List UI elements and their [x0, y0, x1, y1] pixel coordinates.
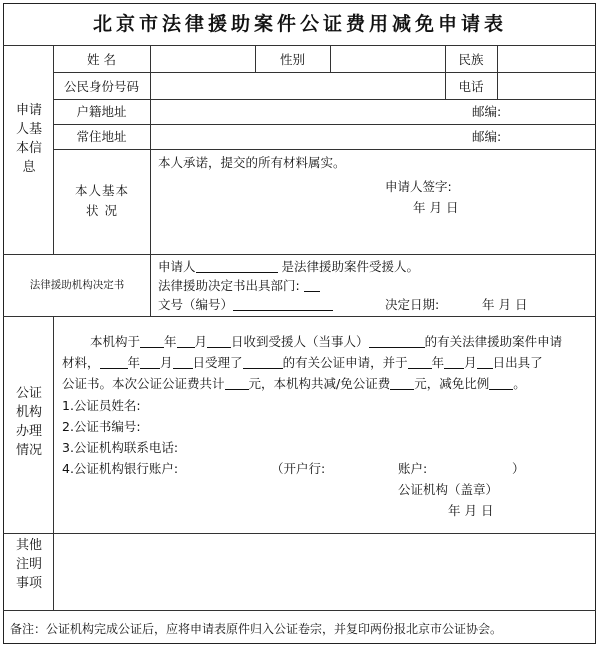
applicant-prefix: 申请人 — [158, 259, 196, 274]
decision-line-3 — [158, 297, 333, 313]
notary-date: 年 月 日 — [448, 503, 494, 518]
gender-field[interactable] — [331, 46, 444, 72]
issued-month-blank[interactable] — [444, 355, 464, 369]
signature-date: 年 月 日 — [413, 200, 459, 215]
ethnicity-label: 民族 — [458, 52, 484, 67]
notary-name-label: 1.公证员姓名: — [62, 398, 141, 413]
total-fee-blank[interactable] — [225, 376, 249, 390]
rule — [53, 45, 54, 254]
decision-date: 年 月 日 — [482, 297, 528, 312]
decision-section-label: 法律援助机构决定书 — [29, 279, 125, 291]
name-field[interactable] — [151, 46, 254, 72]
applicant-signature-label: 申请人签字: — [385, 179, 452, 194]
year-unit: 年 — [431, 355, 445, 370]
id-number-field[interactable] — [151, 73, 444, 99]
residence-address-field[interactable] — [151, 125, 461, 149]
month-unit: 月 — [160, 355, 173, 370]
issued-year-blank[interactable] — [408, 355, 432, 369]
other-notes-field[interactable] — [54, 534, 595, 610]
accepted-party-blank[interactable] — [243, 355, 283, 369]
household-address-label: 户籍地址 — [76, 104, 127, 119]
decision-line-1 — [158, 259, 419, 275]
reduced-fee-blank[interactable] — [390, 376, 414, 390]
para-text: 日收到受援人（当事人） — [231, 334, 369, 349]
applicant-section-label: 申请人基本信息 — [15, 103, 42, 175]
decision-line-2 — [158, 278, 320, 294]
residence-postcode-label: 邮编: — [472, 129, 502, 144]
accepted-year-blank[interactable] — [100, 355, 128, 369]
reduction-ratio-blank[interactable] — [489, 376, 513, 390]
notary-para-line-1 — [90, 334, 562, 350]
other-notes-label: 其他注明事项 — [15, 538, 42, 591]
footer-note: 备注：公证机构完成公证后，应将申请表原件归入公证卷宗，并复印两份报北京市公证协会。 — [10, 622, 503, 636]
year-unit: 年 — [164, 334, 177, 349]
para-text: 日出具了 — [492, 355, 543, 370]
received-year-blank[interactable] — [140, 334, 164, 348]
para-text: 元，减免比例 — [414, 376, 490, 391]
phone-label: 电话 — [458, 79, 484, 94]
ethnicity-field[interactable] — [498, 46, 595, 72]
month-unit: 月 — [464, 355, 477, 370]
rule — [3, 316, 596, 317]
para-text: 的有关公证申请，并于 — [282, 355, 408, 370]
bank-account-label: 4.公证机构银行账户: — [62, 461, 179, 476]
para-text: 材料， — [62, 355, 100, 370]
rule — [3, 254, 596, 255]
accepted-day-blank[interactable] — [173, 355, 193, 369]
issuing-dept-blank[interactable] — [304, 278, 320, 292]
year-unit: 年 — [127, 355, 141, 370]
accepted-month-blank[interactable] — [140, 355, 160, 369]
household-postcode-label: 邮编: — [472, 104, 502, 119]
close-paren: ） — [512, 461, 525, 476]
household-address-field[interactable] — [151, 100, 461, 124]
beneficiary-text: 是法律援助案件受援人。 — [281, 259, 420, 274]
residence-address-label: 常住地址 — [76, 129, 127, 144]
notary-para-line-3 — [62, 376, 526, 392]
gender-label: 性别 — [279, 52, 305, 67]
promise-text: 本人承诺，提交的所有材料属实。 — [158, 155, 346, 170]
received-month-blank[interactable] — [177, 334, 195, 348]
notary-phone-label: 3.公证机构联系电话: — [62, 440, 179, 455]
doc-number-label: 文号（编号） — [158, 297, 234, 312]
doc-number-blank[interactable] — [233, 297, 333, 311]
para-text: 本机构于 — [90, 334, 141, 349]
name-label: 姓 名 — [87, 52, 116, 67]
bank-branch-label: （开户行: — [271, 461, 326, 476]
phone-field[interactable] — [498, 73, 595, 99]
para-text: 元，本机构共减/免公证费 — [248, 376, 391, 391]
rule — [53, 149, 596, 150]
account-label: 账户: — [398, 461, 428, 476]
para-text: 。 — [513, 376, 526, 391]
notary-para-line-2 — [62, 355, 543, 371]
month-unit: 月 — [194, 334, 208, 349]
notary-section-label: 公证机构办理情况 — [15, 386, 42, 458]
beneficiary-name-blank[interactable] — [196, 259, 278, 273]
rule — [3, 610, 596, 611]
issuing-dept-label: 法律援助决定书出具部门: — [158, 278, 300, 293]
issued-day-blank[interactable] — [477, 355, 493, 369]
party-name-blank[interactable] — [369, 334, 425, 348]
id-number-label: 公民身份号码 — [63, 79, 139, 94]
decision-date-label: 决定日期: — [385, 297, 440, 312]
basic-status-label: 本人基本状 况 — [74, 183, 129, 218]
para-text: 的有关法律援助案件申请 — [424, 334, 563, 349]
form-title: 北京市法律援助案件公证费用减免申请表 — [92, 13, 507, 35]
received-day-blank[interactable] — [207, 334, 231, 348]
certificate-number-label: 2.公证书编号: — [62, 419, 141, 434]
para-text: 日受理了 — [192, 355, 243, 370]
para-text: 公证书。本次公证公证费共计 — [62, 376, 225, 391]
notary-seal-label: 公证机构（盖章） — [398, 482, 499, 497]
